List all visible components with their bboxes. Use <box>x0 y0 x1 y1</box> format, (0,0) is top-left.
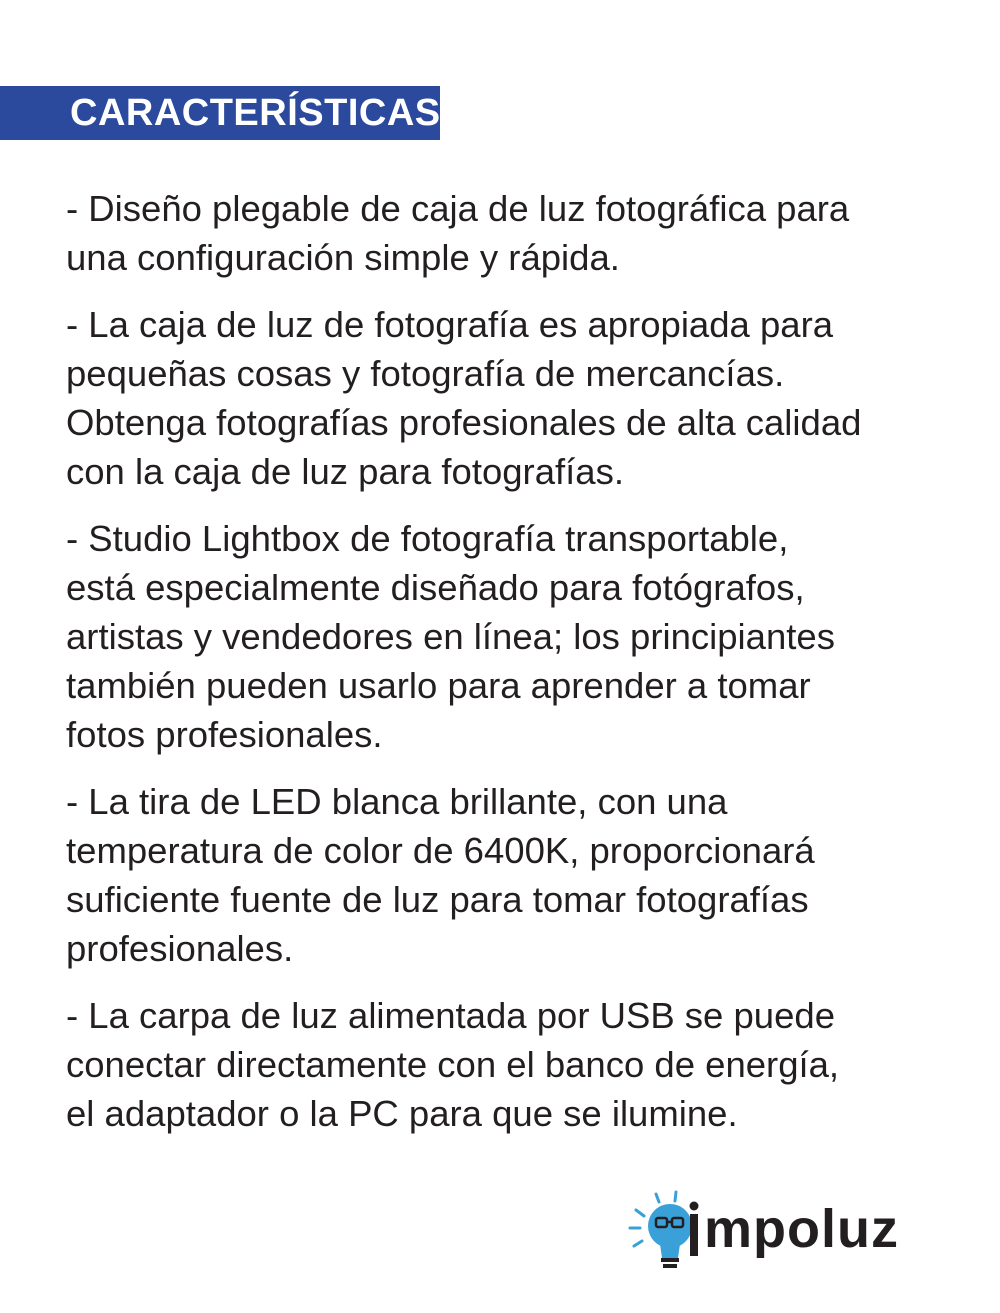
features-list <box>66 184 966 1156</box>
lightbulb-icon <box>626 1188 716 1278</box>
feature-item: - La tira de LED blanca brillante, con una temperatura de color de 6400K, proporcionará suficiente fuente de luz para tomar fotografías profesionales. <box>66 781 815 969</box>
feature-item: - La carpa de luz alimentada por USB se puede conectar directamente con el banco de energía, el adaptador o la PC para que se ilumine. <box>66 995 840 1134</box>
section-header-bar <box>0 86 440 140</box>
feature-item: - La caja de luz de fotografía es apropiada para pequeñas cosas y fotografía de mercancías. Obtenga fotografías profesionales de alta calidad con la caja de luz para fotografías. <box>66 304 862 492</box>
feature-item: - Studio Lightbox de fotografía transportable, está especialmente diseñado para fotógrafos, artistas y vendedores en línea; los principiantes también pueden usarlo para aprender a tomar fotos profesionales. <box>66 518 835 755</box>
section-title: CARACTERÍSTICAS <box>70 91 441 134</box>
brand-logo <box>626 1188 906 1278</box>
brand-name: mpoluz <box>704 1199 899 1259</box>
feature-item: - Diseño plegable de caja de luz fotográfica para una configuración simple y rápida. <box>66 188 850 278</box>
